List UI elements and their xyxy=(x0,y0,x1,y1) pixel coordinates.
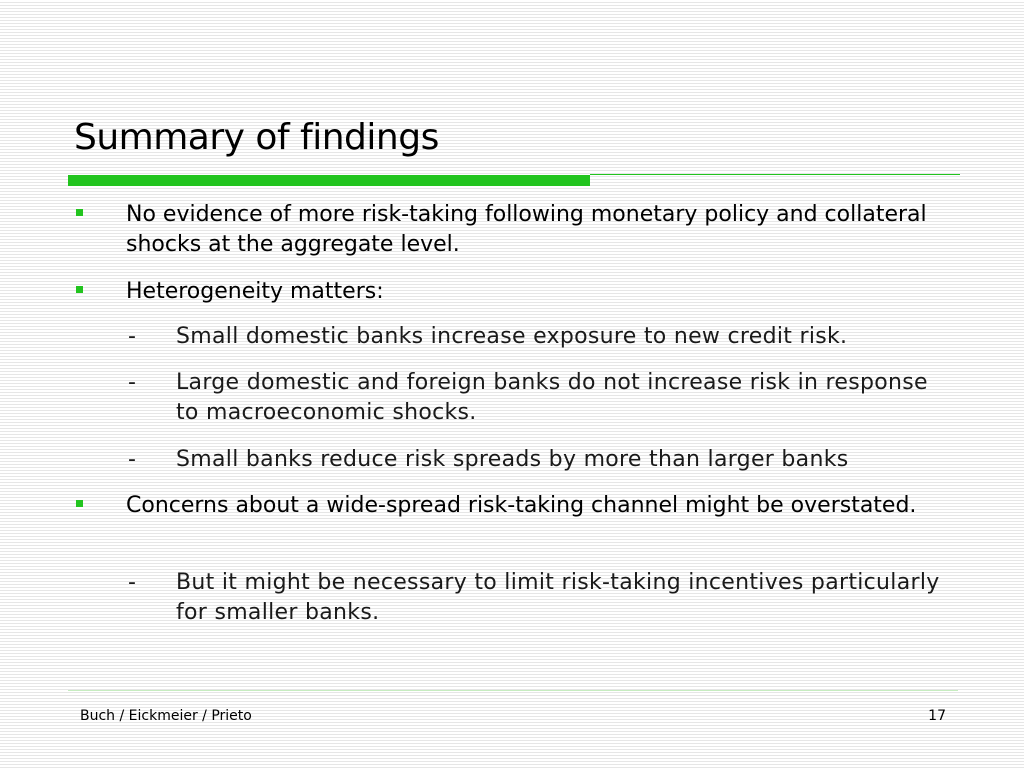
sub-item xyxy=(128,368,946,428)
square-bullet-icon xyxy=(76,209,83,216)
bullet-item xyxy=(126,491,946,521)
bullet-item xyxy=(126,277,946,307)
sub-item-text: Small banks reduce risk spreads by more than larger banks xyxy=(176,447,849,472)
bullet-text: Concerns about a wide-spread risk-taking channel might be overstated. xyxy=(126,493,917,518)
dash-marker: - xyxy=(128,324,137,349)
sub-item xyxy=(128,322,946,352)
bullet-item xyxy=(126,200,946,260)
page-number: 17 xyxy=(928,708,946,724)
square-bullet-icon xyxy=(76,500,83,507)
footer-divider xyxy=(68,690,958,691)
bullet-text: No evidence of more risk-taking following monetary policy and collateral shocks at the aggregate level. xyxy=(126,202,927,257)
dash-marker: - xyxy=(128,447,137,472)
sub-item-text: Large domestic and foreign banks do not increase risk in response to macroeconomic shocks. xyxy=(176,370,928,425)
slide-title: Summary of findings xyxy=(74,117,439,158)
sub-item-text: But it might be necessary to limit risk-taking incentives particularly for smaller banks. xyxy=(176,570,940,625)
footer-authors: Buch / Eickmeier / Prieto xyxy=(80,708,252,724)
bullet-text: Heterogeneity matters: xyxy=(126,279,384,304)
sub-item-text: Small domestic banks increase exposure to new credit risk. xyxy=(176,324,848,349)
sub-item xyxy=(128,445,946,475)
square-bullet-icon xyxy=(76,286,83,293)
dash-marker: - xyxy=(128,570,137,595)
dash-marker: - xyxy=(128,370,137,395)
sub-item xyxy=(128,568,946,628)
